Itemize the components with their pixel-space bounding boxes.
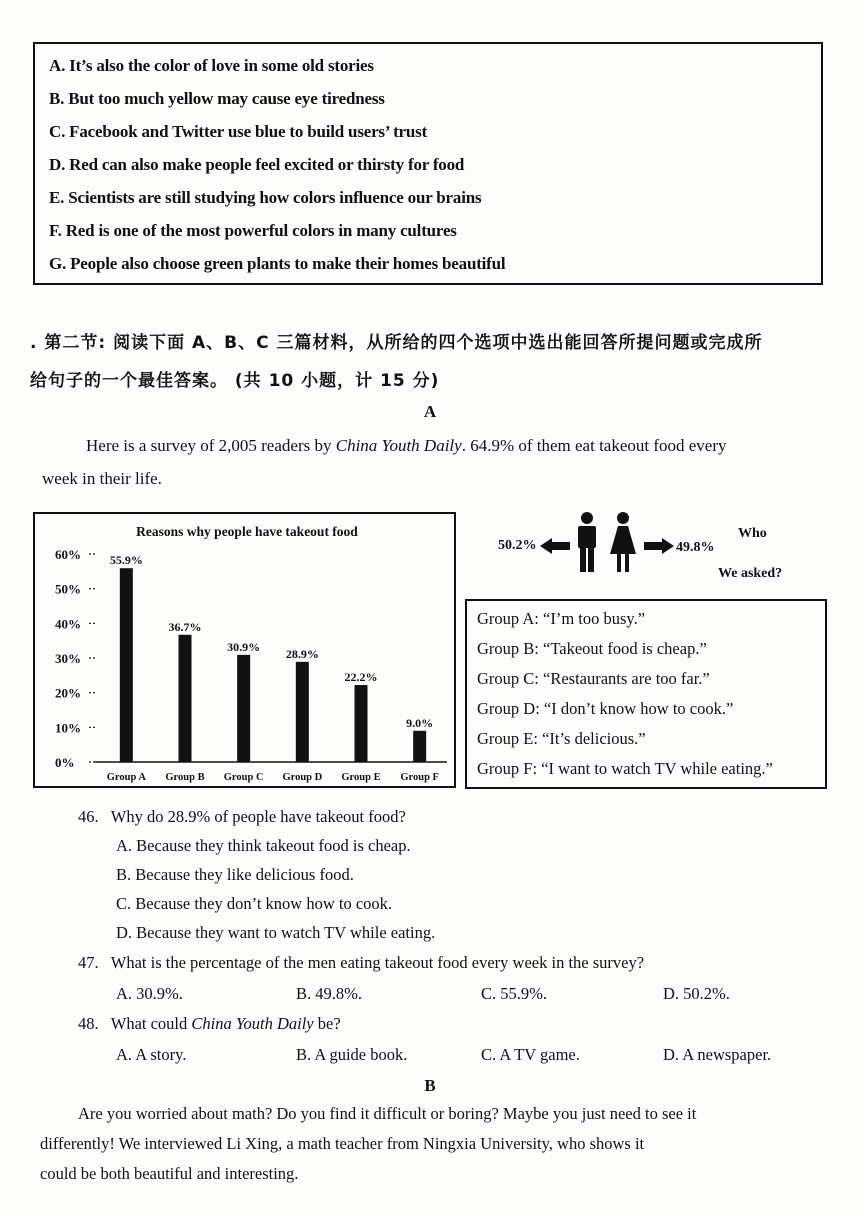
question-46-text: Why do 28.9% of people have takeout food? xyxy=(110,807,406,826)
group-f-reason: Group F: “I want to watch TV while eating.” xyxy=(477,759,773,778)
bar-value-label: 36.7% xyxy=(168,619,202,634)
bar-chart xyxy=(33,512,456,788)
y-tick-label: 0% xyxy=(55,755,75,770)
option-a: A. It’s also the color of love in some old stories xyxy=(49,56,374,75)
q46-option-a: A. Because they think takeout food is cheap. xyxy=(116,836,411,855)
group-a-reason: Group A: “I’m too busy.” xyxy=(477,609,646,628)
group-d-reason: Group D: “I don’t know how to cook.” xyxy=(477,699,734,718)
option-f: F. Red is one of the most powerful colors in many cultures xyxy=(49,221,457,240)
passage-a-text-before: Here is a survey of 2,005 readers by xyxy=(86,436,336,455)
bar-value-label: 9.0% xyxy=(406,715,434,730)
x-tick-label: Group E xyxy=(341,772,381,783)
passage-a-line1 xyxy=(86,436,727,456)
question-48-text-after: be? xyxy=(313,1014,341,1033)
x-tick-label: Group A xyxy=(106,772,146,783)
question-47-text: What is the percentage of the men eating takeout food every week in the survey? xyxy=(110,953,645,972)
passage-b-label: B xyxy=(424,1076,436,1095)
we-asked-label: We asked? xyxy=(718,566,783,581)
bar-chart-svg xyxy=(35,514,454,786)
x-tick-label: Group D xyxy=(282,772,323,783)
q46-option-c: C. Because they don’t know how to cook. xyxy=(116,894,393,913)
passage-a-line2: week in their life. xyxy=(42,469,162,488)
question-48-number: 48. xyxy=(78,1014,99,1033)
q48-option-d: D. A newspaper. xyxy=(663,1045,772,1064)
question-47-number: 47. xyxy=(78,953,99,972)
option-e: E. Scientists are still studying how colors influence our brains xyxy=(49,188,482,207)
bar xyxy=(120,568,133,762)
question-48 xyxy=(78,1014,341,1034)
y-tick-label: 60% xyxy=(55,547,81,562)
man-icon xyxy=(574,512,600,574)
bar xyxy=(413,731,426,762)
section-instruction-line1: . 第二节: 阅读下面 A、B、C 三篇材料，从所给的四个选项中选出能回答所提问题或完成所 xyxy=(30,333,763,353)
group-b-reason: Group B: “Takeout food is cheap.” xyxy=(477,639,707,658)
passage-b-line3: could be both beautiful and interesting. xyxy=(40,1164,299,1183)
x-tick-label: Group C xyxy=(223,772,264,783)
bar xyxy=(355,685,368,762)
passage-b-line1: Are you worried about math? Do you find it difficult or boring? Maybe you just need to see it xyxy=(78,1104,697,1123)
q46-option-d: D. Because they want to watch TV while eating. xyxy=(116,923,436,942)
group-e-reason: Group E: “It’s delicious.” xyxy=(477,729,646,748)
passage-a-text-after: . 64.9% of them eat takeout food every xyxy=(461,436,727,455)
question-48-source: China Youth Daily xyxy=(191,1014,314,1033)
question-47 xyxy=(78,953,644,973)
x-tick-label: Group F xyxy=(400,772,439,783)
q47-option-c: C. 55.9%. xyxy=(481,984,547,1003)
q47-option-d: D. 50.2%. xyxy=(663,984,730,1003)
passage-a-label: A xyxy=(423,402,437,421)
option-c: C. Facebook and Twitter use blue to build users’ trust xyxy=(49,122,428,141)
bar xyxy=(296,662,309,762)
y-tick-label: 30% xyxy=(55,651,81,666)
left-arrow-icon xyxy=(540,538,570,554)
q48-option-b: B. A guide book. xyxy=(296,1045,408,1064)
bar xyxy=(237,655,250,762)
chart-title: Reasons why people have takeout food xyxy=(136,524,358,539)
q46-option-b: B. Because they like delicious food. xyxy=(116,865,354,884)
q48-option-c: C. A TV game. xyxy=(481,1045,580,1064)
bar-value-label: 22.2% xyxy=(344,670,378,685)
y-tick-label: 10% xyxy=(55,720,81,736)
y-tick-label: 50% xyxy=(55,581,81,597)
bar-value-label: 30.9% xyxy=(227,639,261,654)
option-d: D. Red can also make people feel excited or thirsty for food xyxy=(49,155,465,174)
right-arrow-icon xyxy=(644,538,674,554)
bar-value-label: 28.9% xyxy=(285,646,319,661)
bar xyxy=(179,635,192,762)
options-box xyxy=(33,42,823,285)
passage-b-line2: differently! We interviewed Li Xing, a math teacher from Ningxia University, who shows it xyxy=(40,1134,645,1153)
section-instruction-line2: 给句子的一个最佳答案。 (共 10 小题，计 15 分) xyxy=(30,371,440,391)
x-tick-label: Group B xyxy=(165,772,205,783)
bar-value-label: 55.9% xyxy=(109,553,143,568)
question-46 xyxy=(78,807,406,827)
female-percentage: 49.8% xyxy=(676,540,715,555)
question-46-number: 46. xyxy=(78,807,99,826)
passage-a-source: China Youth Daily xyxy=(335,436,462,455)
y-tick-label: 20% xyxy=(55,685,81,701)
who-label: Who xyxy=(738,526,767,541)
option-g: G. People also choose green plants to make their homes beautiful xyxy=(49,254,506,273)
q48-option-a: A. A story. xyxy=(116,1045,187,1064)
y-tick-label: 40% xyxy=(55,616,81,632)
woman-icon xyxy=(610,512,636,574)
group-c-reason: Group C: “Restaurants are too far.” xyxy=(477,669,710,688)
question-48-text-before: What could xyxy=(110,1014,192,1033)
groups-box xyxy=(465,599,827,789)
option-b: B. But too much yellow may cause eye tiredness xyxy=(49,89,385,108)
q47-option-b: B. 49.8%. xyxy=(296,984,362,1003)
male-percentage: 50.2% xyxy=(498,538,537,553)
q47-option-a: A. 30.9%. xyxy=(116,984,183,1003)
